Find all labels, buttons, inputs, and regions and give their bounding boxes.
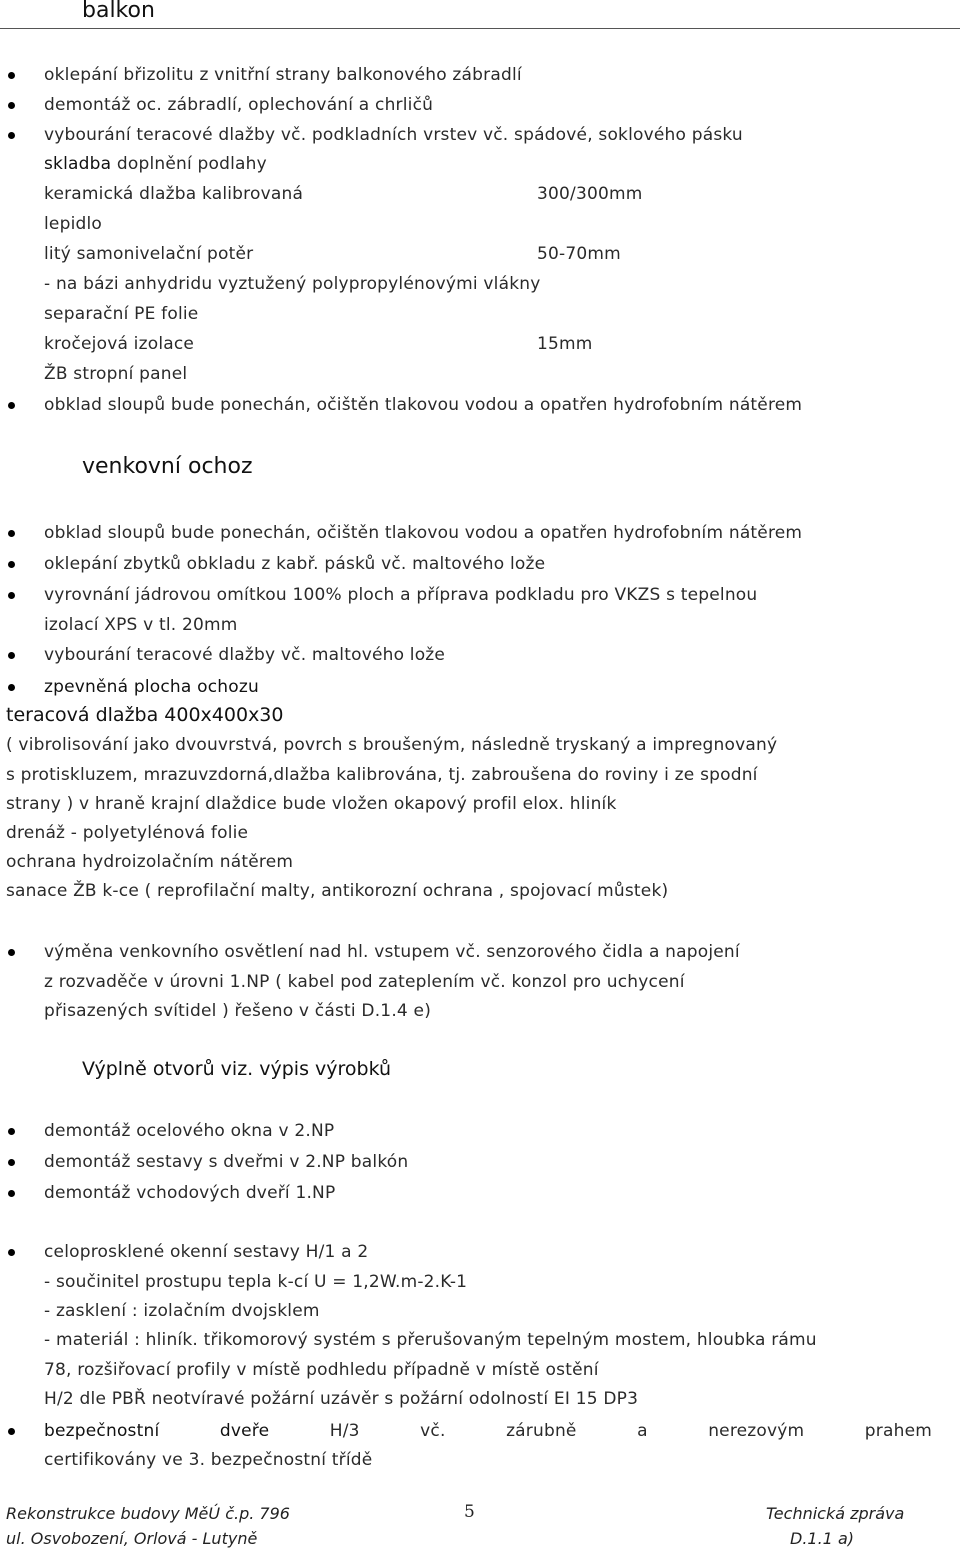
lighting-line: z rozvaděče v úrovni 1.NP ( kabel pod zateplením vč. konzol pro uchycení (44, 972, 685, 992)
bullet (8, 102, 15, 109)
bullet (8, 530, 15, 537)
bullet (8, 652, 15, 659)
section-heading-vyplne: Výplně otvorů viz. výpis výrobků (82, 1058, 392, 1080)
list-item: oklepání břizolitu z vnitřní strany balkonového zábradlí (44, 65, 522, 85)
list-item: demontáž vchodových dveří 1.NP (44, 1183, 336, 1203)
footer-project: Rekonstrukce budovy MěÚ č.p. 796 (6, 1504, 290, 1523)
skladba-title: skladba (44, 154, 112, 174)
bullet (8, 1249, 15, 1256)
list-item: obklad sloupů bude ponechán, očištěn tlakovou vodou a opatřen hydrofobním nátěrem (44, 395, 803, 415)
list-item: zpevněná plocha ochozu (44, 677, 259, 697)
layer-name: litý samonivelační potěr (44, 244, 254, 264)
list-item: demontáž oc. zábradlí, oplechování a chrličů (44, 95, 434, 115)
list-item: vyrovnání jádrovou omítkou 100% ploch a příprava podkladu pro VKZS s tepelnou (44, 585, 758, 605)
door-word: H/3 (329, 1421, 360, 1441)
footer-doc-title: Technická zpráva (766, 1504, 905, 1523)
bullet (8, 1128, 15, 1135)
door-word: dveře (219, 1421, 270, 1441)
bullet (8, 132, 15, 139)
door-word: bezpečnostní (44, 1421, 160, 1441)
paragraph-line: ochrana hydroizolačním nátěrem (6, 852, 294, 872)
page-number: 5 (464, 1502, 475, 1522)
list-item-continuation: izolací XPS v tl. 20mm (44, 615, 238, 635)
bullet (8, 949, 15, 956)
paragraph-line: sanace ŽB k-ce ( reprofilační malty, antikorozní ochrana , spojovací můstek) (6, 881, 669, 901)
door-line-2: certifikovány ve 3. bezpečnostní třídě (44, 1450, 373, 1470)
door-word: zárubně (506, 1421, 577, 1441)
glass-line: - zasklení : izolačním dvojsklem (44, 1301, 320, 1321)
footer-doc-code: D.1.1 a) (790, 1529, 854, 1548)
bullet (8, 592, 15, 599)
glass-line: H/2 dle PBŘ neotvíravé požární uzávěr s požární odolností EI 15 DP3 (44, 1389, 639, 1409)
bullet (8, 561, 15, 568)
footer-address: ul. Osvobození, Orlová - Lutyně (6, 1529, 258, 1548)
bullet (8, 1159, 15, 1166)
glass-line: - součinitel prostupu tepla k-cí U = 1,2W.m-2.K-1 (44, 1272, 468, 1292)
glass-line: celoprosklené okenní sestavy H/1 a 2 (44, 1242, 369, 1262)
list-item: obklad sloupů bude ponechán, očištěn tlakovou vodou a opatřen hydrofobním nátěrem (44, 523, 803, 543)
lighting-line: výměna venkovního osvětlení nad hl. vstupem vč. senzorového čidla a napojení (44, 942, 740, 962)
layer-name: separační PE folie (44, 304, 199, 324)
door-word: vč. (420, 1421, 446, 1441)
paragraph-line: strany ) v hraně krajní dlaždice bude vložen okapový profil elox. hliník (6, 794, 617, 814)
header-rule (0, 28, 960, 29)
bullet (8, 1428, 15, 1435)
bullet (8, 72, 15, 79)
section-heading-balkon: balkon (82, 0, 155, 23)
list-item: demontáž sestavy s dveřmi v 2.NP balkón (44, 1152, 409, 1172)
door-line (44, 1420, 932, 1442)
list-item: oklepání zbytků obkladu z kabř. pásků vč. maltového lože (44, 554, 546, 574)
paragraph-line: ( vibrolisování jako dvouvrstvá, povrch s broušeným, následně tryskaný a impregnovaný (6, 735, 778, 755)
list-item: vybourání teracové dlažby vč. podkladních vrstev vč. spádové, soklového pásku (44, 125, 743, 145)
skladba-line (44, 153, 267, 175)
skladba-title-rest: doplnění podlahy (116, 154, 267, 174)
lighting-line: přisazených svítidel ) řešeno v části D.1.4 e) (44, 1001, 432, 1021)
door-word: a (637, 1421, 648, 1441)
layer-value: 300/300mm (537, 184, 643, 204)
bullet (8, 402, 15, 409)
layer-name: kročejová izolace (44, 334, 195, 354)
list-item: demontáž ocelového okna v 2.NP (44, 1121, 335, 1141)
door-word: prahem (864, 1421, 932, 1441)
glass-line: 78, rozšiřovací profily v místě podhledu případně v místě ostění (44, 1360, 599, 1380)
bullet (8, 684, 15, 691)
layer-value: 15mm (537, 334, 593, 354)
section-heading-ochoz: venkovní ochoz (82, 454, 253, 479)
teracova-title: teracová dlažba 400x400x30 (6, 704, 284, 726)
list-item: vybourání teracové dlažby vč. maltového lože (44, 645, 446, 665)
layer-name: keramická dlažba kalibrovaná (44, 184, 304, 204)
paragraph-line: drenáž - polyetylénová folie (6, 823, 249, 843)
layer-name: ŽB stropní panel (44, 364, 188, 384)
glass-line: - materiál : hliník. třikomorový systém s přerušovaným tepelným mostem, hloubka rámu (44, 1330, 817, 1350)
door-word: nerezovým (708, 1421, 805, 1441)
layer-value: 50-70mm (537, 244, 621, 264)
bullet (8, 1190, 15, 1197)
layer-name: lepidlo (44, 214, 103, 234)
paragraph-line: s protiskluzem, mrazuvzdorná,dlažba kalibrována, tj. zabroušena do roviny i ze spodní (6, 765, 758, 785)
layer-name: - na bázi anhydridu vyztužený polypropylénovými vlákny (44, 274, 541, 294)
